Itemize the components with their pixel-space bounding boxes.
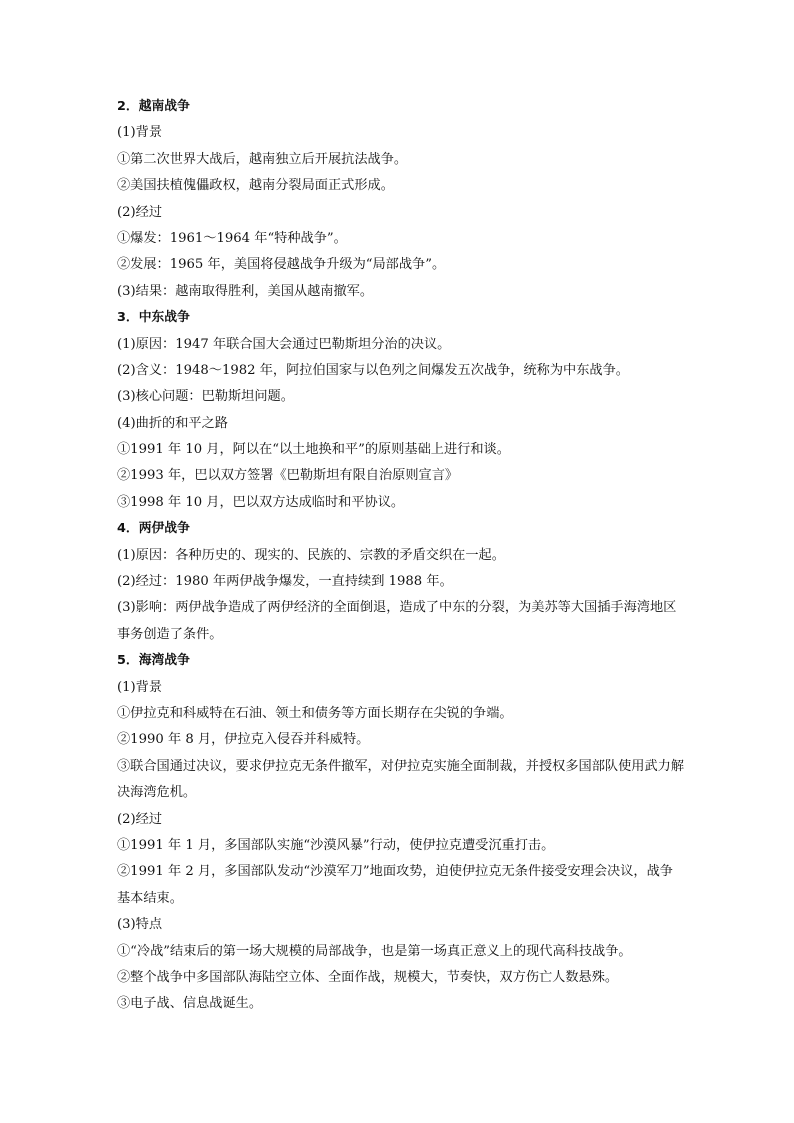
paragraph: ①伊拉克和科威特在石油、领土和债务等方面长期存在尖锐的争端。 [117,706,513,722]
paragraph: (3)结果：越南取得胜利，美国从越南撤军。 [117,283,374,299]
paragraph: ③电子战、信息战诞生。 [117,996,263,1012]
paragraph: ②整个战争中多国部队海陆空立体、全面作战，规模大，节奏快，双方伤亡人数悬殊。 [117,969,619,985]
paragraph: ①第二次世界大战后，越南独立后开展抗法战争。 [117,151,408,167]
paragraph: (2)经过 [117,811,163,827]
paragraph: ③1998 年 10 月，巴以双方达成临时和平协议。 [117,494,405,510]
paragraph: ②1991 年 2 月，多国部队发动“沙漠军刀”地面攻势，迫使伊拉克无条件接受安理会决议，战争基本结束。 [117,864,673,906]
paragraph: (1)原因：各种历史的、现实的、民族的、宗教的矛盾交织在一起。 [117,547,505,563]
paragraph: (2)经过：1980 年两伊战争爆发，一直持续到 1988 年。 [117,574,453,590]
paragraph: (3)特点 [117,917,163,933]
paragraph: ③联合国通过决议，要求伊拉克无条件撤军，对伊拉克实施全面制裁，并授权多国部队使用武力解决海湾危机。 [117,758,685,801]
paragraph: ②发展：1965 年，美国将侵越战争升级为“局部战争”。 [117,257,446,273]
paragraph: (1)背景 [117,679,163,695]
paragraph: ①1991 年 10 月，阿以在“以土地换和平”的原则基础上进行和谈。 [117,442,510,458]
paragraph: (1)原因：1947 年联合国大会通过巴勒斯坦分治的决议。 [117,336,451,352]
document-page [117,94,685,1018]
section-heading-iran-iraq-war: 4．两伊战争 [117,521,190,537]
paragraph: (3)核心问题：巴勒斯坦问题。 [117,389,294,405]
paragraph: (2)含义：1948～1982 年，阿拉伯国家与以色列之间爆发五次战争，统称为中东战争。 [117,362,629,378]
section-heading-middle-east-war: 3．中东战争 [117,310,190,326]
paragraph: (3)影响：两伊战争造成了两伊经济的全面倒退，造成了中东的分裂，为美苏等大国插手海湾地区事务创造了条件。 [117,600,677,642]
paragraph: ②1990 年 8 月，伊拉克入侵吞并科威特。 [117,732,370,748]
paragraph: (1)背景 [117,125,163,141]
paragraph: ①“冷战”结束后的第一场大规模的局部战争，也是第一场真正意义上的现代高科技战争。 [117,943,632,959]
section-heading-vietnam-war: 2．越南战争 [117,99,190,114]
paragraph: (2)经过 [117,204,163,220]
section-heading-gulf-war: 5．海湾战争 [117,653,190,669]
paragraph: ②美国扶植傀儡政权，越南分裂局面正式形成。 [117,178,394,194]
paragraph: ②1993 年，巴以双方签署《巴勒斯坦有限自治原则宣言》 [117,468,459,484]
paragraph: (4)曲折的和平之路 [117,415,228,431]
paragraph: ①1991 年 1 月，多国部队实施“沙漠风暴”行动，使伊拉克遭受沉重打击。 [117,838,555,853]
paragraph: ①爆发：1961～1964 年“特种战争”。 [117,230,347,246]
